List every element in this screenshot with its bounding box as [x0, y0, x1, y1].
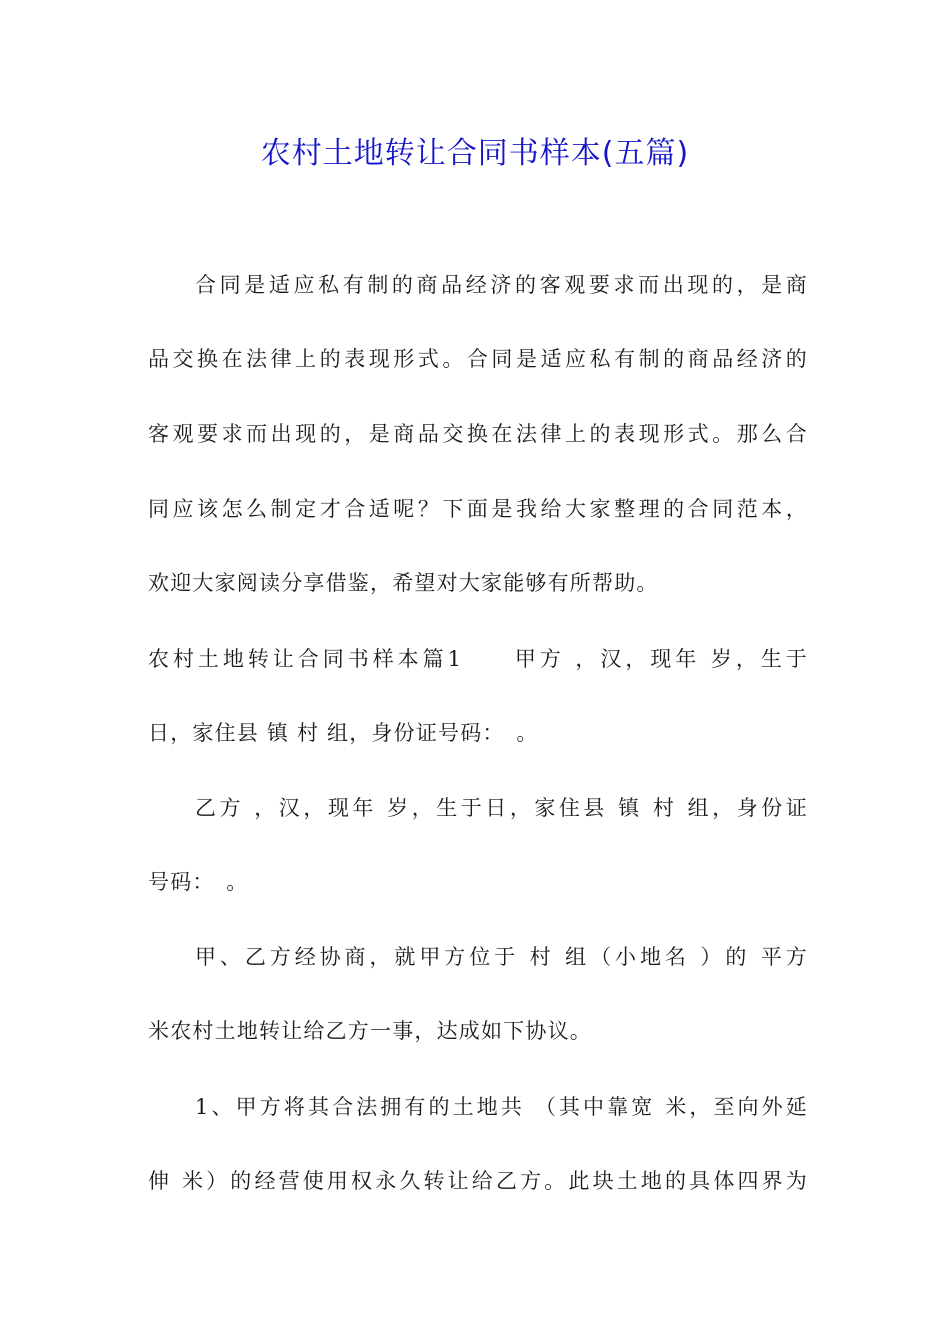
paragraph-line: 乙方 ，汉，现年 岁，生于日，家住县 镇 村 组，身份证 [195, 796, 808, 820]
paragraph-line: 同应该怎么制定才合适呢？下面是我给大家整理的合同范本， [148, 497, 808, 521]
paragraph-line: 日，家住县 镇 村 组，身份证号码： 。 [148, 721, 539, 745]
paragraph-line: 伸 米）的经营使用权永久转让给乙方。此块土地的具体四界为 [148, 1169, 808, 1193]
document-title: 农村土地转让合同书样本(五篇) [260, 136, 690, 171]
paragraph-line: 欢迎大家阅读分享借鉴，希望对大家能够有所帮助。 [148, 571, 659, 595]
paragraph-line: 客观要求而出现的，是商品交换在法律上的表现形式。那么合 [148, 422, 808, 446]
paragraph-line: 农村土地转让合同书样本篇1 甲方 ，汉，现年 岁，生于 [148, 647, 808, 671]
paragraph-line: 合同是适应私有制的商品经济的客观要求而出现的，是商 [195, 273, 808, 297]
paragraph-line: 甲、乙方经协商，就甲方位于 村 组（小地名 ）的 平方 [195, 945, 808, 969]
paragraph-line: 品交换在法律上的表现形式。合同是适应私有制的商品经济的 [148, 347, 808, 371]
paragraph-line: 1、甲方将其合法拥有的土地共 （其中靠宽 米，至向外延 [195, 1095, 808, 1119]
paragraph-line: 号码： 。 [148, 870, 249, 894]
paragraph-line: 米农村土地转让给乙方一事，达成如下协议。 [148, 1019, 592, 1043]
